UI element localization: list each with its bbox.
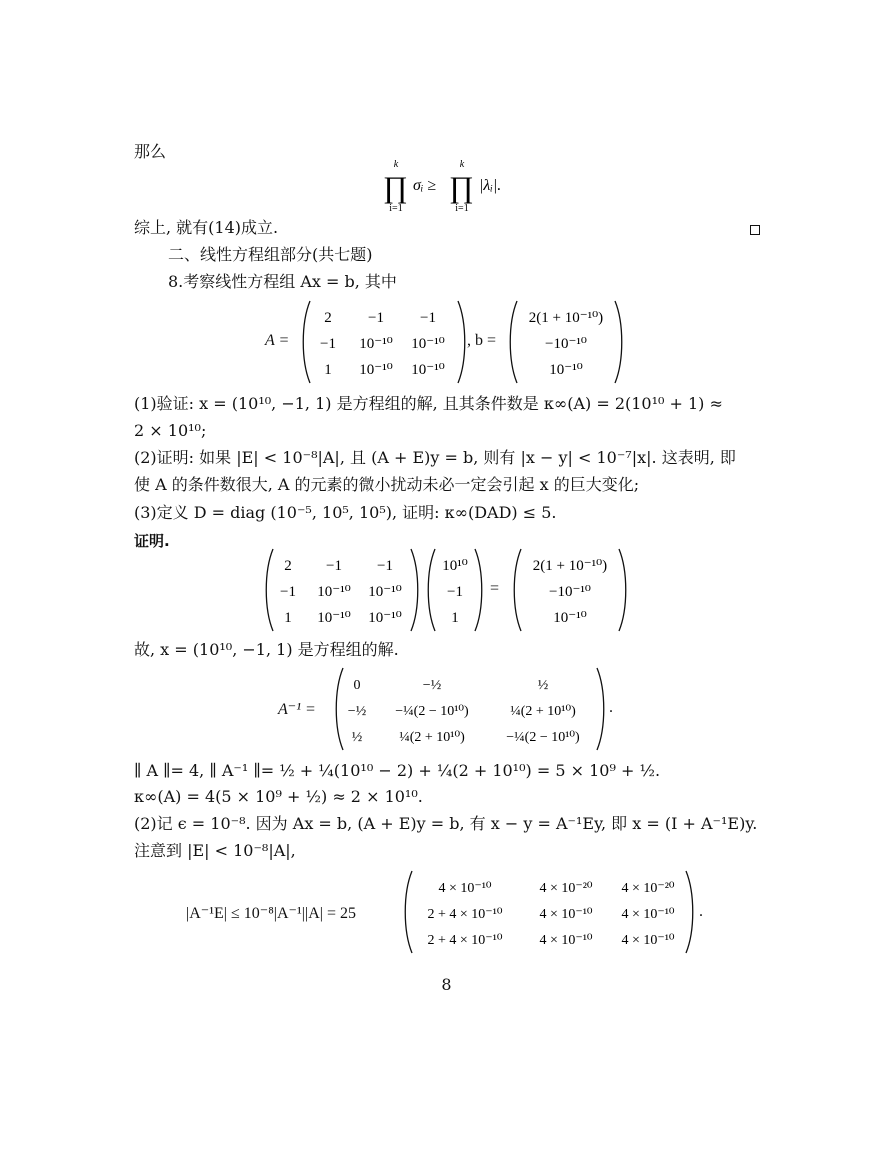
inverse-label: A⁻¹ = (278, 701, 316, 718)
bound-tail: . (699, 903, 703, 920)
part-1-statement: (1)验证: x = (10¹⁰, −1, 1) 是方程组的解, 且其条件数是 κ∞(A) = 2(10¹⁰ + 1) ≈ (134, 394, 723, 413)
part-2-proof: (2)记 ϵ = 10⁻⁸. 因为 Ax = b, (A + E)y = b, 有 x − y = A⁻¹Ey, 即 x = (I + A⁻¹E)y. (134, 814, 758, 833)
A-23: 10⁻¹⁰ (411, 336, 445, 352)
vA-32: 10⁻¹⁰ (317, 610, 351, 626)
vA-22: 10⁻¹⁰ (317, 584, 351, 600)
prod-left-term: σᵢ ≥ (413, 177, 437, 194)
A-32: 10⁻¹⁰ (359, 362, 393, 378)
bd-11: 4 × 10⁻¹⁰ (438, 881, 492, 896)
A-13: −1 (420, 310, 436, 326)
bd-23: 4 × 10⁻¹⁰ (621, 907, 675, 922)
b-1: 2(1 + 10⁻¹⁰) (528, 310, 604, 326)
bd-22: 4 × 10⁻¹⁰ (539, 907, 593, 922)
inv-23: ¼(2 + 10¹⁰) (510, 704, 576, 719)
page-number: 8 (441, 975, 452, 994)
matrix-A (300, 298, 468, 386)
vb-2: −10⁻¹⁰ (549, 584, 591, 600)
prod-symbol-1: ∏ (383, 171, 408, 204)
part-3-statement: (3)定义 D = diag (10⁻⁵, 10⁵, 10⁵), 证明: κ∞(DAD) ≤ 5. (134, 503, 557, 522)
vector-b (507, 298, 625, 386)
section-heading: 二、线性方程组部分(共七题) (168, 245, 373, 264)
inverse-matrix (333, 665, 607, 753)
b-3: 10⁻¹⁰ (549, 362, 583, 378)
condition-number: κ∞(A) = 4(5 × 10⁹ + ½) ≈ 2 × 10¹⁰. (134, 787, 423, 806)
prod-upper-1: k (393, 159, 399, 170)
norm-computation: ∥ A ∥= 4, ∥ A⁻¹ ∥= ½ + ¼(10¹⁰ − 2) + ¼(2 + 10¹⁰) = 5 × 10⁹ + ½. (134, 761, 661, 780)
bd-21: 2 + 4 × 10⁻¹⁰ (427, 907, 503, 922)
solution-statement: 故, x = (10¹⁰, −1, 1) 是方程组的解. (134, 640, 399, 659)
bd-32: 4 × 10⁻¹⁰ (539, 933, 593, 948)
prod-lower-2: i=1 (455, 203, 469, 214)
bound-equation (0, 868, 893, 958)
A-11: 2 (324, 310, 332, 326)
bound-matrix (402, 868, 696, 956)
x-1: 10¹⁰ (442, 558, 468, 574)
prod-upper-2: k (459, 159, 465, 170)
x-3: 1 (451, 610, 459, 626)
inverse-equation (0, 665, 893, 755)
bound-label: |A⁻¹E| ≤ 10⁻⁸|A⁻¹||A| = 25 (186, 905, 356, 922)
inv-21: −½ (347, 704, 367, 719)
bd-13: 4 × 10⁻²⁰ (621, 881, 675, 896)
vA-33: 10⁻¹⁰ (368, 610, 402, 626)
verify-matrix-A (263, 546, 421, 634)
proof-label: 证明. (134, 532, 170, 550)
vA-12: −1 (326, 558, 342, 574)
inv-31: ½ (351, 730, 363, 745)
problem-statement: 8.考察线性方程组 Ax = b, 其中 (168, 272, 397, 291)
vA-23: 10⁻¹⁰ (368, 584, 402, 600)
prod-lower-1: i=1 (389, 203, 403, 214)
A-31: 1 (324, 362, 332, 378)
part-2-note: 注意到 |E| < 10⁻⁸|A|, (134, 841, 296, 860)
A-22: 10⁻¹⁰ (359, 336, 393, 352)
vA-11: 2 (284, 558, 292, 574)
A-33: 10⁻¹⁰ (411, 362, 445, 378)
vector-b-label: , b = (467, 332, 497, 349)
verify-vector-x (425, 546, 485, 634)
verify-vector-b (511, 546, 629, 634)
text-line-conclusion: 综上, 就有(14)成立. (134, 218, 279, 237)
bd-31: 2 + 4 × 10⁻¹⁰ (427, 933, 503, 948)
A-12: −1 (368, 310, 384, 326)
qed-box-icon (750, 225, 760, 235)
prod-symbol-2: ∏ (449, 171, 474, 204)
vA-13: −1 (377, 558, 393, 574)
prod-right-term: |λᵢ|. (479, 177, 502, 194)
inv-13: ½ (537, 678, 549, 693)
x-2: −1 (447, 584, 463, 600)
part-2-statement: (2)证明: 如果 |E| < 10⁻⁸|A|, 且 (A + E)y = b, 则有 |x − y| < 10⁻⁷|x|. 这表明, 即 (134, 448, 736, 467)
equals-sign: = (490, 580, 500, 597)
verification-equation (0, 546, 893, 636)
matrix-A-equation (0, 298, 893, 388)
bd-33: 4 × 10⁻¹⁰ (621, 933, 675, 948)
vA-31: 1 (284, 610, 292, 626)
part-1-statement-cont: 2 × 10¹⁰; (134, 421, 207, 440)
product-inequality-formula (380, 158, 520, 214)
vA-21: −1 (280, 584, 296, 600)
inv-32: ¼(2 + 10¹⁰) (399, 730, 465, 745)
bd-12: 4 × 10⁻²⁰ (539, 881, 593, 896)
part-2-statement-cont: 使 A 的条件数很大, A 的元素的微小扰动未必一定会引起 x 的巨大变化; (134, 475, 640, 494)
vb-3: 10⁻¹⁰ (553, 610, 587, 626)
inv-11: 0 (353, 678, 361, 693)
inv-12: −½ (422, 678, 442, 693)
inv-33: −¼(2 − 10¹⁰) (506, 730, 580, 745)
A-21: −1 (320, 336, 336, 352)
b-2: −10⁻¹⁰ (545, 336, 587, 352)
inverse-tail: . (609, 699, 613, 716)
inv-22: −¼(2 − 10¹⁰) (395, 704, 469, 719)
matrix-A-label: A = (265, 332, 290, 349)
vb-1: 2(1 + 10⁻¹⁰) (532, 558, 608, 574)
text-line-then: 那么 (134, 142, 167, 161)
